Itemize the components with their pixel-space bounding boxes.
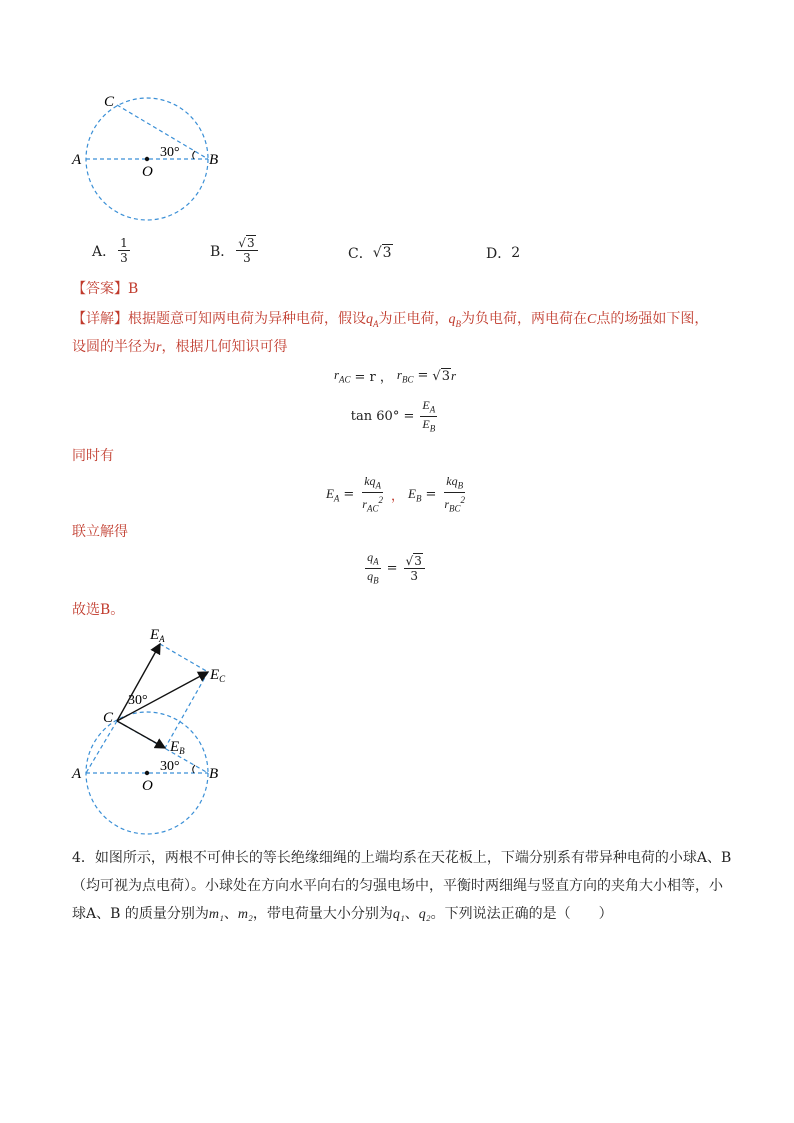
equation-4: $\frac{q_A}{q_B}$ = $\frac{√3}{3}$ xyxy=(350,550,440,588)
angle-arc-2 xyxy=(193,765,195,773)
center-point-2 xyxy=(145,771,149,775)
parallelogram-side-1 xyxy=(160,644,208,672)
option-b: B． $\frac{√3}{3}$ xyxy=(210,236,260,265)
option-a-fraction: $\frac{1}{3}$ xyxy=(120,236,128,265)
center-point xyxy=(145,157,149,161)
label-EC: $E_C$ xyxy=(210,667,226,684)
question-4-line-3: 球A、B 的质量分别为m₁、m₂，带电荷量大小分别为q₁、q₂。下列说法正确的是（ ） xyxy=(72,906,613,922)
label-A-2: A xyxy=(72,766,82,782)
option-c: C． √3 xyxy=(348,245,392,262)
vector-EB xyxy=(117,721,165,748)
angle-arc xyxy=(193,151,195,159)
label-EA: $E_A$ xyxy=(150,627,165,644)
conclude-line: 故选B。 xyxy=(72,602,125,618)
label-B-2: B xyxy=(209,766,219,782)
option-b-fraction: $\frac{√3}{3}$ xyxy=(236,236,257,265)
angle-label-1: 30° xyxy=(128,693,148,708)
angle-label-2: 30° xyxy=(160,759,180,774)
detail-line-1: 【详解】根据题意可知两电荷为异种电荷，假设$q_A$为正电荷，$q_B$为负电荷，两电荷在C点的场强如下图， xyxy=(72,311,709,329)
angle-label: 30° xyxy=(160,145,180,160)
equation-2: tan 60° = $\frac{E_A}{E_B}$ xyxy=(350,398,436,434)
label-O: O xyxy=(142,164,153,180)
answer-line: 【答案】B xyxy=(72,281,139,297)
option-d: D． 2 xyxy=(486,245,521,262)
label-O-2: O xyxy=(142,778,153,794)
equation-1: $r_{AC}$ = r ， $r_{BC}$ = √3r xyxy=(333,366,457,385)
chord-CA-2 xyxy=(86,721,117,773)
label-EB: $E_B$ xyxy=(170,739,185,756)
figure-circle-1 xyxy=(60,88,230,228)
label-C: C xyxy=(104,94,115,110)
label-C-2: C xyxy=(103,710,114,726)
label-A: A xyxy=(72,152,82,168)
option-a: A． $\frac{1}{3}$ xyxy=(92,236,128,265)
label-B: B xyxy=(209,152,219,168)
also-line: 同时有 xyxy=(72,448,114,464)
question-4-line-1: 4．如图所示，两根不可伸长的等长绝缘细绳的上端均系在天花板上，下端分别系有带异种电荷的小球A、B xyxy=(72,850,732,866)
detail-line-2: 设圆的半径为r，根据几何知识可得 xyxy=(72,339,288,355)
solve-line: 联立解得 xyxy=(72,524,128,540)
figure-field-vectors xyxy=(60,620,240,840)
question-4-line-2: （均可视为点电荷）。小球处在方向水平向右的匀强电场中，平衡时两细绳与竖直方向的夹角大小相等，小 xyxy=(72,878,723,894)
equation-3: $E_A$ = $\frac{kq_A}{r_{AC}^2}$ ， $E_B$ = $\frac{kq_B}{r_{BC}^2}$ xyxy=(325,474,466,514)
